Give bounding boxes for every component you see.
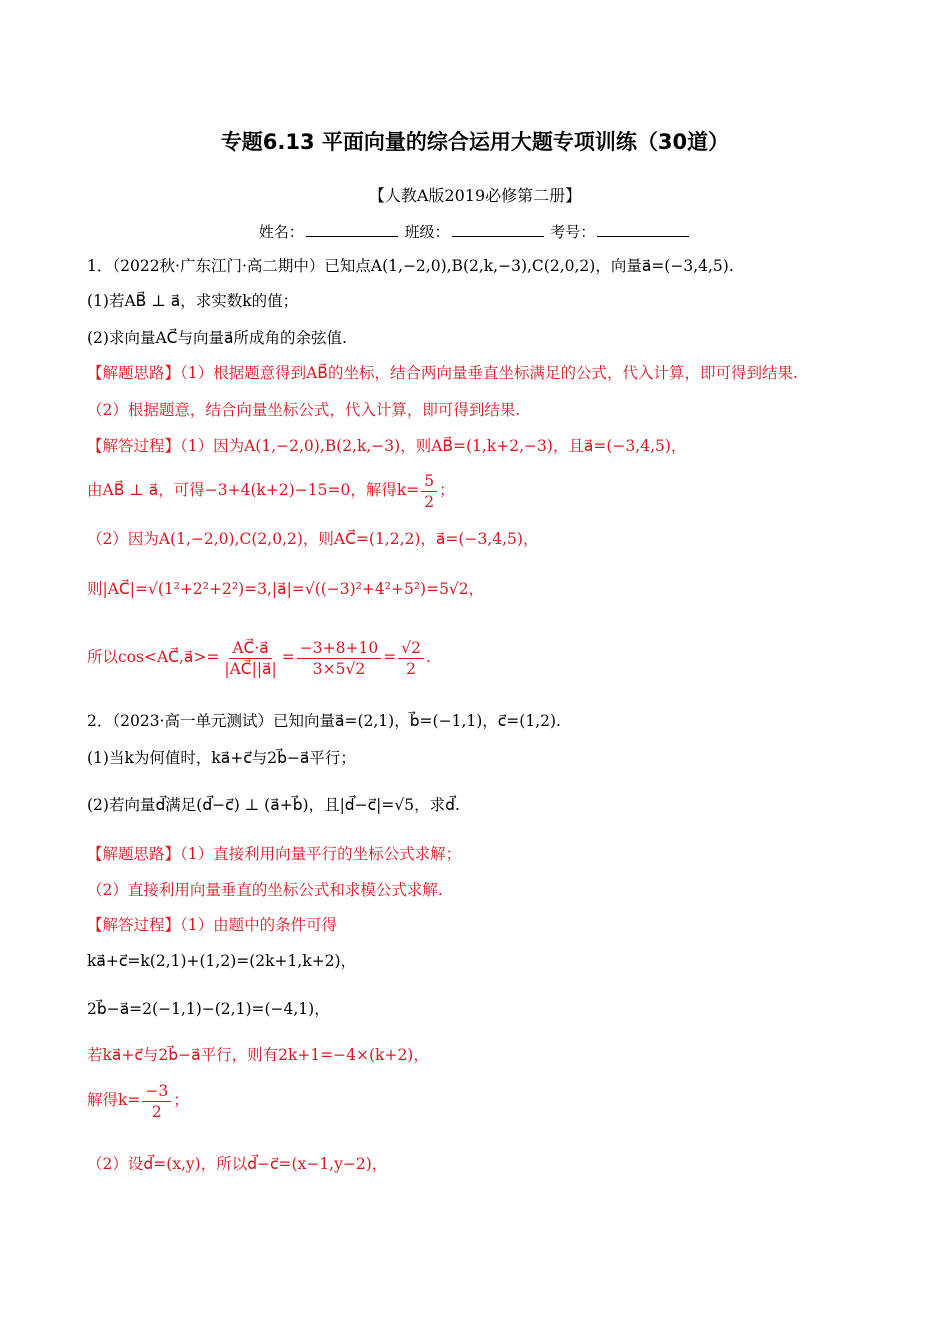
class-blank[interactable] (452, 223, 544, 237)
problem1-solution4: 则|AC⃗|=√(1²+2²+2²)=3,|a⃗|=√((−3)²+4²+5²)=5√2， (87, 580, 485, 598)
fraction-denominator: 2 (406, 659, 417, 678)
fraction-dot-over-moduli (221, 638, 279, 679)
problem2-solution4: 若ka⃗+c⃗与2b⃗−a⃗平行，则有2k+1=−4×(k+2)， (87, 1046, 429, 1064)
problem1-solution5 (87, 634, 431, 680)
name-blank[interactable] (306, 223, 398, 237)
problem1-solution2-suffix: ； (439, 481, 455, 499)
problem1-part1: (1)若AB⃗ ⊥ a⃗，求实数k的值； (87, 292, 299, 310)
fraction-numerator: −3+8+10 (297, 638, 381, 659)
problem2-solution5-suffix: ； (173, 1091, 189, 1109)
fraction-numerator: −3 (142, 1081, 171, 1102)
fraction-denominator: 2 (151, 1102, 162, 1121)
problem2-solution1: 【解答过程】（1）由题中的条件可得 (87, 916, 338, 934)
name-label: 姓名： (258, 223, 304, 241)
fraction-five-halves (421, 471, 437, 512)
problem1-solution5-prefix: 所以cos<AC⃗,a⃗>= (87, 648, 220, 666)
problem1-solution2 (87, 470, 455, 512)
fraction-denominator: 3×5√2 (312, 659, 366, 678)
fraction-numerator: √2 (398, 638, 424, 659)
student-info-fields (0, 221, 950, 242)
problem2-thought1: 【解题思路】（1）直接利用向量平行的坐标公式求解； (87, 845, 462, 863)
problem1-part2: (2)求向量AC⃗与向量a⃗所成角的余弦值. (87, 329, 347, 347)
problem1-solution2-prefix: 由AB⃗ ⊥ a⃗，可得−3+4(k+2)−15=0，解得k= (87, 481, 420, 499)
problem2-thought2: （2）直接利用向量垂直的坐标公式和求模公式求解. (87, 881, 443, 899)
equals-sign: = (281, 648, 295, 666)
fraction-numerator: 5 (421, 471, 437, 492)
page-subtitle: 【人教A版2019必修第二册】 (368, 186, 582, 205)
problem2-part2: (2)若向量d⃗满足(d⃗−c⃗) ⊥ (a⃗+b⃗)，且|d⃗−c⃗|=√5，求d⃗. (87, 796, 460, 814)
fraction-denominator: |AC⃗||a⃗| (224, 659, 277, 678)
problem1-thought1: 【解题思路】（1）根据题意得到AB⃗的坐标，结合两向量垂直坐标满足的公式，代入计算，即可得到结果. (87, 364, 798, 382)
problem2-solution2: ka⃗+c⃗=k(2,1)+(1,2)=(2k+1,k+2)， (87, 952, 357, 970)
problem1-thought2: （2）根据题意，结合向量坐标公式，代入计算，即可得到结果. (87, 401, 521, 419)
problem2-solution5 (87, 1080, 189, 1122)
equals-sign: = (383, 648, 397, 666)
id-label: 考号： (550, 223, 596, 241)
problem2-solution6: （2）设d⃗=(x,y)，所以d⃗−c⃗=(x−1,y−2)， (87, 1155, 388, 1173)
class-label: 班级： (404, 223, 450, 241)
problem2-part1: (1)当k为何值时，ka⃗+c⃗与2b⃗−a⃗平行； (87, 749, 356, 767)
problem2-solution3: 2b⃗−a⃗=2(−1,1)−(2,1)=(−4,1)， (87, 1000, 330, 1018)
fraction-numeric (297, 638, 381, 679)
page-title: 专题6.13 平面向量的综合运用大题专项训练（30道） (220, 130, 730, 154)
problem1-solution3: （2）因为A(1,−2,0),C(2,0,2)，则AC⃗=(1,2,2)，a⃗=(−3,4,5)， (87, 530, 539, 548)
problem2-stem: 2．（2023·高一单元测试）已知向量a⃗=(2,1)，b⃗=(−1,1)，c⃗=(1,2). (87, 712, 561, 730)
problem1-solution1: 【解答过程】（1）因为A(1,−2,0),B(2,k,−3)，则AB⃗=(1,k+2,−3)，且a⃗=(−3,4,5)， (87, 437, 687, 455)
problem1-stem: 1．（2022秋·广东江门·高二期中）已知点A(1,−2,0),B(2,k,−3),C(2,0,2)，向量a⃗=(−3,4,5). (87, 257, 734, 275)
id-blank[interactable] (597, 223, 689, 237)
fraction-numerator: AC⃗·a⃗ (229, 638, 271, 659)
fraction-negative-three-halves (142, 1081, 171, 1122)
fraction-denominator: 2 (424, 492, 435, 511)
fraction-result (398, 638, 424, 679)
problem1-solution5-suffix: . (425, 648, 431, 666)
problem2-solution5-prefix: 解得k= (87, 1091, 141, 1109)
